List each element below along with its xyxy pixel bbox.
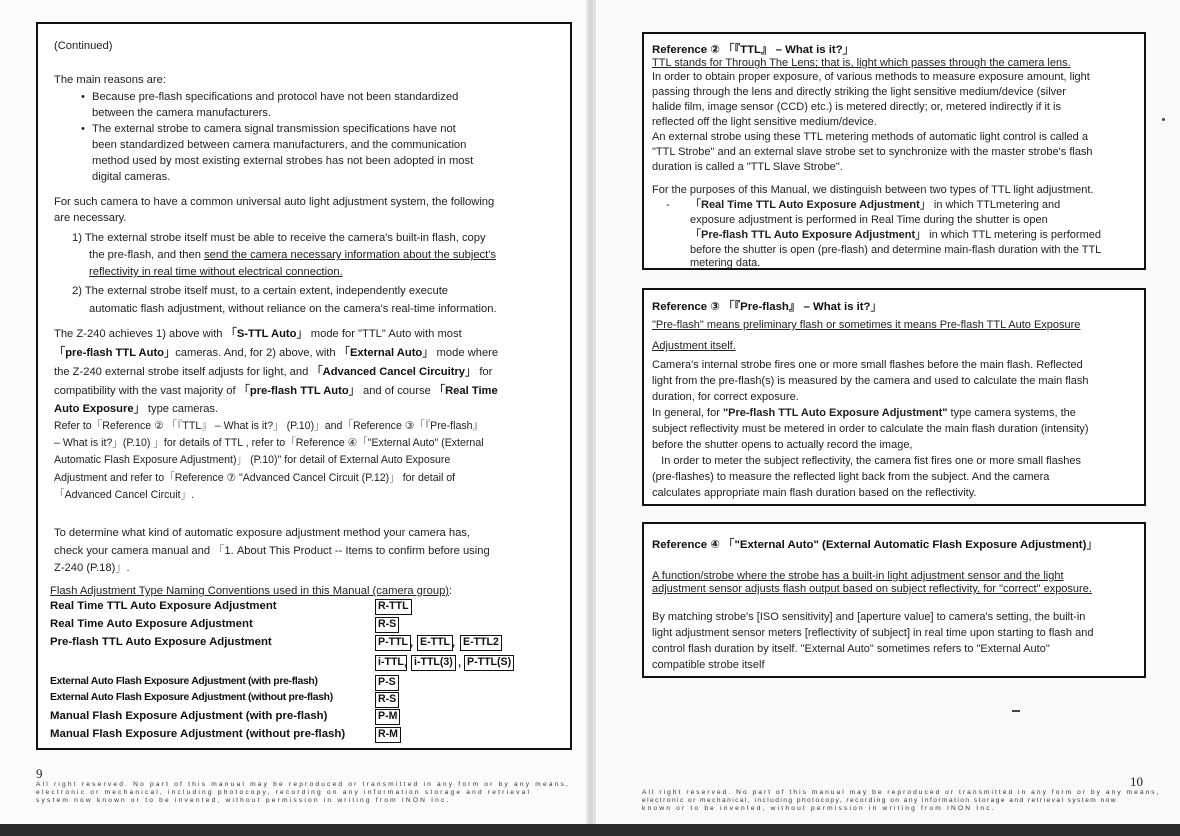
reference-pre-flash-body-6: In order to meter the subject reflectivity, the camera fist fires one or more small flashes: [652, 455, 1081, 467]
reference-ttl-pre-flash-1: 「Pre-flash TTL Auto Exposure Adjustment」 in which TTL metering is performed: [690, 229, 1101, 241]
determine-line-2: check your camera manual and 「1. About This Product -- Items to confirm before using: [54, 545, 490, 557]
reference-pre-flash-body-1: Camera's internal strobe fires one or more small flashes before the main flash. Reflected: [652, 359, 1083, 371]
bullet-2-line-4: digital cameras.: [92, 171, 171, 183]
reference-ttl-pre-flash-3: metering data.: [690, 257, 761, 269]
tag-separator: ,: [410, 637, 414, 649]
reference-external-auto-body-1: By matching strobe's [ISO sensitivity] and [aperture value] to camera's setting, the built-in: [652, 611, 1086, 623]
term-real-time-auto: Real Time Auto Exposure Adjustment: [50, 618, 253, 630]
term-manual-without: Manual Flash Exposure Adjustment (without pre-flash): [50, 728, 346, 740]
reference-ttl-real-time-2: exposure adjustment is performed in Real Time during the shutter is open: [690, 214, 1048, 226]
reference-external-auto-definition-2: adjustment sensor adjusts flash output based on subject reflectivity, for "correct" exposure.: [652, 583, 1092, 595]
reference-ttl-body-7: duration is called a "TTL Slave Strobe".: [652, 161, 843, 173]
reference-ttl-body-3: halide film, image sensor (CCD) etc.) is metered directly; or, metered indirectly if it is: [652, 101, 1061, 113]
reference-pre-flash-general: In general, for "Pre-flash TTL Auto Exposure Adjustment" type camera systems, the: [652, 407, 1076, 419]
main-reasons-heading: The main reasons are:: [54, 74, 166, 86]
refer-line-4: Adjustment and refer to「Reference ⑦ "Advanced Cancel Circuit (P.12)」 for detail of: [54, 472, 456, 484]
reference-ttl-body-4: reflected off the light sensitive medium/device.: [652, 116, 877, 128]
bullet-2-line-1: • The external strobe to camera signal transmission specifications have not: [92, 121, 456, 137]
item-1-line-3: reflectivity in real time without electrical connection.: [89, 266, 343, 278]
page-number-left: 9: [36, 766, 43, 781]
term-pre-flash-ttl: Pre-flash TTL Auto Exposure Adjustment: [50, 636, 272, 648]
tag-r-s: R-S: [375, 617, 399, 633]
reference-pre-flash-body-4: subject reflectivity must be metered in order to calculate the main flash duration (intensity): [652, 423, 1089, 435]
tag-i-ttl: i-TTL: [375, 655, 407, 671]
tag-r-m: R-M: [375, 727, 401, 743]
reference-ttl-body-6: "TTL Strobe" and an external slave strobe set to synchronize with the master strobe's flash: [652, 146, 1093, 158]
term-external-auto-with: External Auto Flash Exposure Adjustment (with pre-flash): [50, 676, 318, 687]
bullet-2-line-2: been standardized between camera manufacturers, and the communication: [92, 139, 467, 151]
reference-ttl-body-2: passing through the lens and directly striking the light sensitive medium/device (silver: [652, 86, 1066, 98]
achieves-line-5: Auto Exposure」 type cameras.: [54, 403, 219, 415]
reference-external-auto-definition-1: A function/strobe where the strobe has a built-in light adjustment sensor and the light: [652, 570, 1064, 582]
tag-e-ttl: E-TTL: [417, 635, 453, 651]
copyright-left-line-2: electronic or mechanical, including photocopy, recording on any information storage and retrieval: [36, 789, 532, 796]
achieves-line-2: 「pre-flash TTL Auto」cameras. And, for 2) above, with 「External Auto」 mode where: [54, 347, 499, 359]
item-1-line-1: 1) The external strobe itself must be able to receive the camera's built-in flash, copy: [72, 232, 486, 244]
term-real-time-ttl: Real Time TTL Auto Exposure Adjustment: [50, 600, 277, 612]
tag-i-ttl-3: i-TTL(3): [411, 655, 456, 671]
item-2-line-2: automatic flash adjustment, without reliance on the camera's real-time information.: [89, 303, 497, 315]
reference-pre-flash-definition-1: "Pre-flash" means preliminary flash or sometimes it means Pre-flash TTL Auto Exposure: [652, 319, 1081, 331]
achieves-line-1: The Z-240 achieves 1) above with 「S-TTL Auto」 mode for "TTL" Auto with most: [54, 328, 462, 340]
reference-external-auto-body-3: control flash duration by itself. "External Auto" sometimes refers to "External Auto": [652, 643, 1050, 655]
reference-ttl-real-time-1: 「Real Time TTL Auto Exposure Adjustment」 in which TTLmetering and: [690, 199, 1061, 211]
conventions-heading: Flash Adjustment Type Naming Conventions used in this Manual (camera group):: [50, 585, 453, 597]
reference-external-auto-body-4: compatible strobe itself: [652, 659, 765, 671]
continued-label: (Continued): [54, 40, 113, 52]
reference-pre-flash-body-5: before the shutter opens to actually record the image,: [652, 439, 913, 451]
term-manual-with: Manual Flash Exposure Adjustment (with pre-flash): [50, 710, 328, 722]
tag-separator: ,: [458, 657, 462, 669]
for-such-line-1: For such camera to have a common universal auto light adjustment system, the following: [54, 196, 495, 208]
bottom-edge: [0, 824, 1180, 836]
book-gutter: [586, 0, 596, 836]
reference-ttl-body-5: An external strobe using these TTL metering methods of automatic light control is called a: [652, 131, 1088, 143]
tag-e-ttl2: E-TTL2: [460, 635, 502, 651]
item-2-line-1: 2) The external strobe itself must, to a certain extent, independently execute: [72, 285, 449, 297]
reference-pre-flash-body-3: duration, for correct exposure.: [652, 391, 799, 403]
reference-external-auto-body-2: light adjustment sensor meters [reflectivity of subject] in real time upon starting to flash and: [652, 627, 1094, 639]
tag-p-s: P-S: [375, 675, 399, 691]
determine-line-1: To determine what kind of automatic exposure adjustment method your camera has,: [54, 527, 471, 539]
copyright-right-line-1: All right reserved. No part of this manual may be reproduced or transmitted in any form or by any means,: [642, 789, 1161, 796]
for-such-line-2: are necessary.: [54, 212, 127, 224]
reference-ttl-body-1: In order to obtain proper exposure, of various methods to measure exposure amount, light: [652, 71, 1090, 83]
tag-p-ttl: P-TTL: [375, 635, 411, 651]
bullet-1-line-1: • Because pre-flash specifications and protocol have not been standardized: [92, 89, 458, 105]
reference-ttl-title: Reference ② 「『TTL』 – What is it?」: [652, 44, 855, 56]
copyright-left-line-1: All right reserved. No part of this manual may be reproduced or transmitted in any form or by any means,: [36, 781, 571, 788]
tag-separator: ,: [452, 637, 456, 649]
reference-pre-flash-body-8: calculates appropriate main flash duration based on the reflectivity.: [652, 487, 977, 499]
bullet-1-line-2: between the camera manufacturers.: [92, 107, 272, 119]
reference-pre-flash-body-7: (pre-flashes) to measure the reflected light back from the subject. And the camera: [652, 471, 1050, 483]
copyright-right-line-2: electronic or mechanical, including photocopy, recording on any information storage and retrieval system now: [642, 797, 1117, 804]
tag-separator: ,: [404, 657, 408, 669]
achieves-line-4: compatibility with the vast majority of 「pre-flash TTL Auto」 and of course 「Real Time: [54, 385, 498, 397]
reference-pre-flash-body-2: light from the pre-flash(s) is measured by the camera and used to calculate the main flash: [652, 375, 1089, 387]
reference-external-auto-title: Reference ④ 「"External Auto" (External Automatic Flash Exposure Adjustment)」: [652, 539, 1098, 551]
refer-line-3: Automatic Flash Exposure Adjustment)」 (P.10)" for detail of External Auto Exposure: [54, 454, 451, 466]
reference-ttl-pre-flash-2: before the shutter is open (pre-flash) and determine main-flash duration with the TTL: [690, 244, 1102, 256]
achieves-line-3: the Z-240 external strobe itself adjusts for light, and 「Advanced Cancel Circuitry」 for: [54, 366, 493, 378]
reference-pre-flash-title: Reference ③ 「『Pre-flash』 – What is it?」: [652, 301, 882, 313]
refer-line-1: Refer to「Reference ② 「『TTL』 – What is it?」 (P.10)」and「Reference ③「『Pre-flash』: [54, 420, 484, 432]
item-1-line-2: the pre-flash, and then send the camera necessary information about the subject's: [89, 249, 496, 261]
term-external-auto-without: External Auto Flash Exposure Adjustment (without pre-flash): [50, 692, 333, 703]
copyright-right-line-3: known or to be invented, without permission in writing from INON Inc.: [642, 805, 996, 812]
determine-line-3: Z-240 (P.18)」.: [54, 562, 130, 574]
refer-line-5: 「Advanced Cancel Circuit」.: [54, 489, 195, 501]
tag-p-ttl-s: P-TTL(S): [464, 655, 514, 671]
stray-mark: [1012, 710, 1020, 712]
tag-r-s-2: R-S: [375, 692, 399, 708]
stray-speck: [1162, 118, 1165, 121]
tag-r-ttl: R-TTL: [375, 599, 412, 615]
refer-line-2: – What is it?」(P.10) 」for details of TTL , refer to「Reference ④「"External Auto" (External: [54, 437, 484, 449]
reference-ttl-dash: -: [666, 199, 670, 211]
reference-ttl-definition: TTL stands for Through The Lens; that is, light which passes through the camera lens.: [652, 57, 1071, 69]
copyright-left-line-3: system now known or to be invented, without permission in writing from INON Inc.: [36, 797, 451, 804]
page-number-right: 10: [1130, 774, 1143, 789]
bullet-2-line-3: method used by most existing external strobes has not been adopted in most: [92, 155, 474, 167]
reference-pre-flash-definition-2: Adjustment itself.: [652, 340, 736, 352]
tag-p-m: P-M: [375, 709, 400, 725]
reference-ttl-purposes: For the purposes of this Manual, we distinguish between two types of TTL light adjustment.: [652, 184, 1094, 196]
